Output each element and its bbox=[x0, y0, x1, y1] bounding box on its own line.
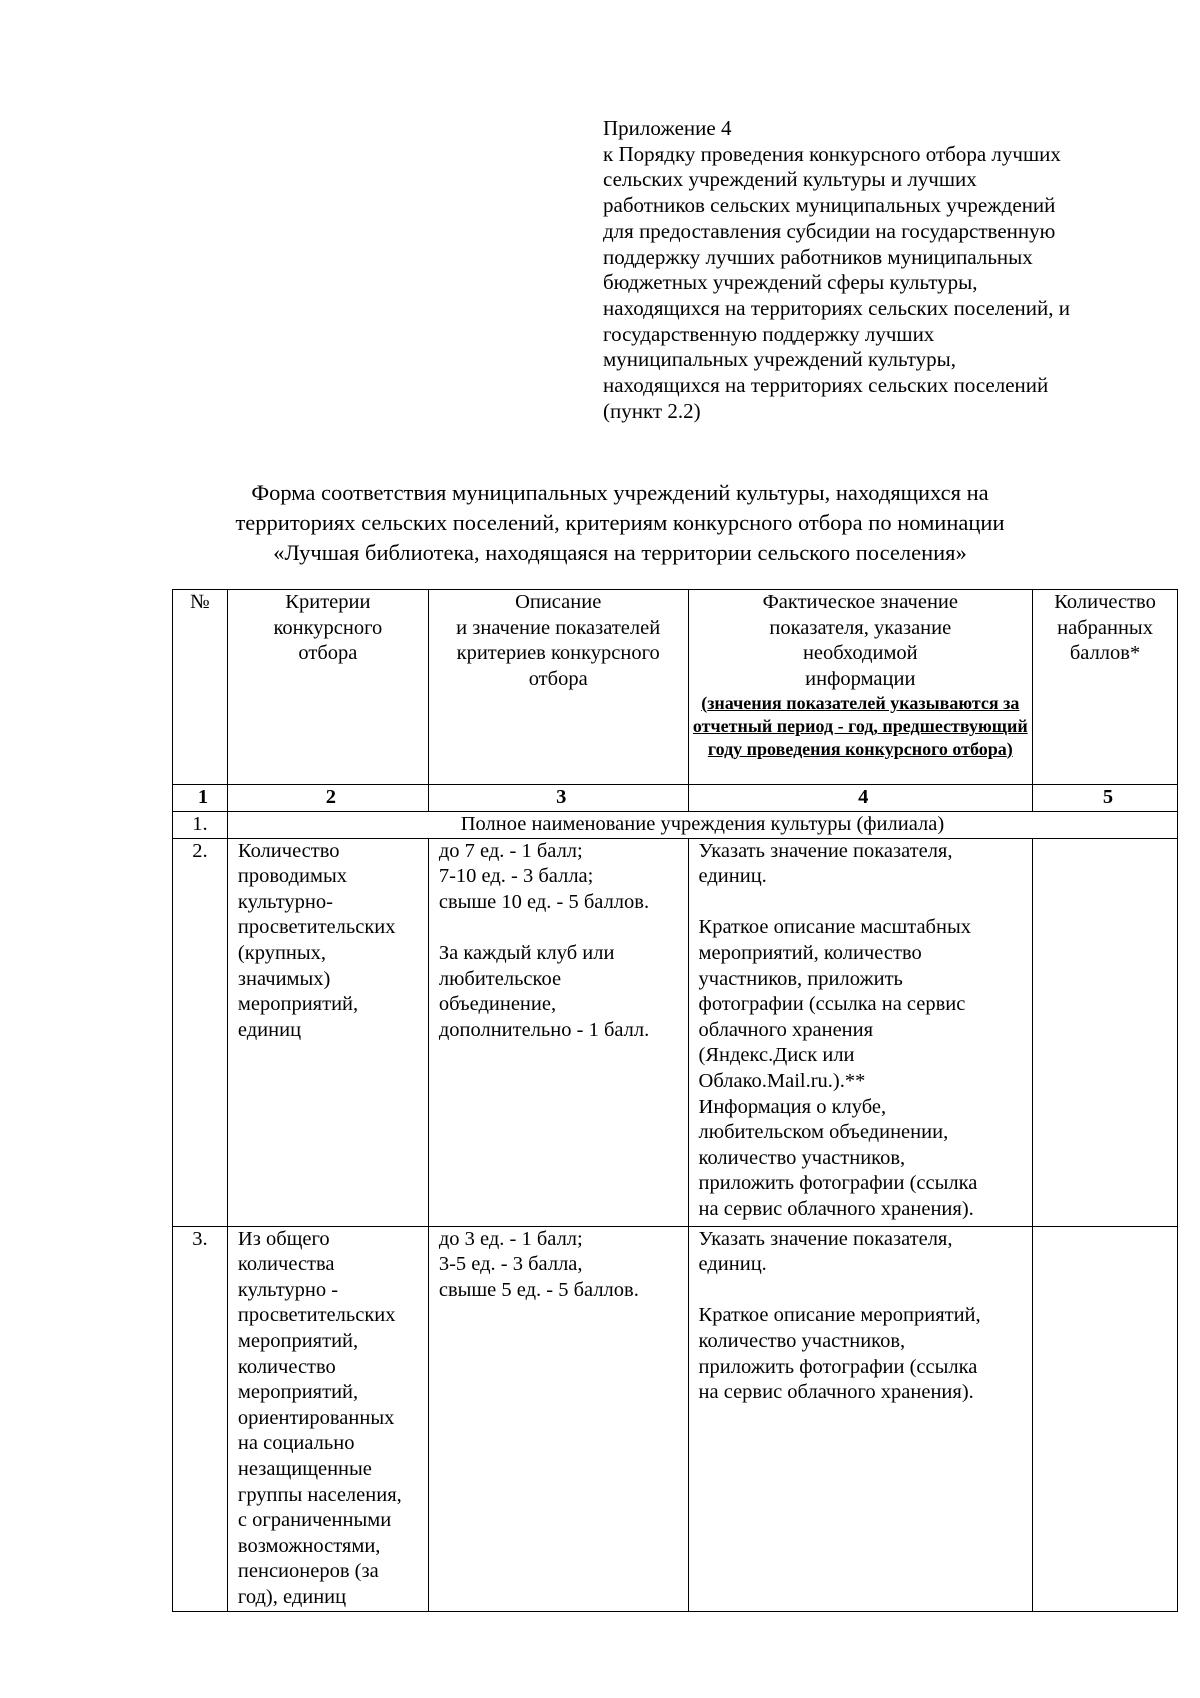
column-number: 5 bbox=[1033, 785, 1178, 812]
note-paren: ) bbox=[1006, 739, 1013, 760]
appendix-line: муниципальных учреждений культуры, bbox=[603, 347, 957, 372]
appendix-line: к Порядку проведения конкурсного отбора лучших bbox=[603, 141, 1061, 166]
appendix-line: сельских учреждений культуры и лучших bbox=[603, 167, 977, 192]
appendix-line: бюджетных учреждений сферы культуры, bbox=[603, 270, 978, 295]
row-num: 2. bbox=[173, 838, 228, 1226]
header-actual bbox=[688, 590, 1033, 785]
table-row bbox=[173, 838, 1178, 1226]
row-criteria: Количество проводимых культурно- просветительских (крупных, значимых) мероприятий, единиц bbox=[227, 838, 428, 1226]
row-description: до 3 ед. - 1 балл; 3-5 ед. - 3 балла, свыше 5 ед. - 5 баллов. bbox=[428, 1226, 688, 1611]
appendix-line: (пункт 2.2) bbox=[603, 398, 701, 423]
appendix-line: находящихся на территориях сельских поселений bbox=[603, 373, 1049, 398]
column-number: 3 bbox=[428, 785, 688, 812]
appendix-line: находящихся на территориях сельских поселений, и bbox=[603, 295, 1071, 320]
table-header-row bbox=[173, 590, 1178, 785]
row-num: 1. bbox=[173, 812, 228, 839]
note-paren: ( bbox=[701, 693, 708, 714]
header-description: Описание и значение показателей критериев конкурсного отбора bbox=[428, 590, 688, 785]
row-score[interactable] bbox=[1033, 1226, 1178, 1611]
header-actual-note bbox=[693, 692, 1029, 761]
column-number: 1 bbox=[173, 785, 228, 812]
appendix-line: государственную поддержку лучших bbox=[603, 321, 935, 346]
appendix-reference bbox=[603, 116, 1163, 424]
row-actual: Указать значение показателя, единиц. Краткое описание масштабных мероприятий, количество участников, приложить фотографии (ссылка на сервис облачного хранения (Яндекс.Диск или Облако.Mail.ru.).** Информация о клубе, любительском объединении, количество участников, приложить фотографии (ссылка на сервис облачного хранения). bbox=[688, 838, 1033, 1226]
table-row bbox=[173, 812, 1178, 839]
column-number: 2 bbox=[227, 785, 428, 812]
row-num: 3. bbox=[173, 1226, 228, 1611]
header-num: № bbox=[173, 590, 228, 785]
row-score[interactable] bbox=[1033, 838, 1178, 1226]
title-line: территориях сельских поселений, критериям конкурсного отбора по номинации bbox=[235, 510, 1005, 535]
appendix-line: для предоставления субсидии на государственную bbox=[603, 218, 1056, 243]
criteria-table bbox=[172, 589, 1178, 1612]
title-line: Форма соответствия муниципальных учреждений культуры, находящихся на bbox=[251, 480, 989, 505]
title-line: «Лучшая библиотека, находящаяся на территории сельского поселения» bbox=[273, 540, 967, 565]
appendix-line: поддержку лучших работников муниципальных bbox=[603, 244, 1033, 269]
header-criteria: Критерии конкурсного отбора bbox=[227, 590, 428, 785]
row-criteria: Из общего количества культурно - просветительских мероприятий, количество мероприятий, ориентированных на социально незащищенные группы населения, с ограниченными возможностями, пенсионеров (за год), единиц bbox=[227, 1226, 428, 1611]
column-number: 4 bbox=[688, 785, 1033, 812]
row-actual: Указать значение показателя, единиц. Краткое описание мероприятий, количество участников, приложить фотографии (ссылка на сервис облачного хранения). bbox=[688, 1226, 1033, 1611]
appendix-line: работников сельских муниципальных учреждений bbox=[603, 193, 1056, 218]
row-description: до 7 ед. - 1 балл; 7-10 ед. - 3 балла; свыше 10 ед. - 5 баллов. За каждый клуб или любительское объединение, дополнительно - 1 балл. bbox=[428, 838, 688, 1226]
form-title bbox=[160, 478, 1080, 568]
row-merged-text: Полное наименование учреждения культуры (филиала) bbox=[227, 812, 1177, 839]
table-row bbox=[173, 1226, 1178, 1611]
appendix-line: Приложение 4 bbox=[603, 116, 732, 140]
note-text: значения показателей указываются за отчетный период - год, предшествующий году проведения конкурсного отбора bbox=[692, 693, 1028, 760]
header-actual-text: Фактическое значение показателя, указание необходимой информации bbox=[762, 591, 958, 690]
column-number-row bbox=[173, 785, 1178, 812]
header-score: Количество набранных баллов* bbox=[1033, 590, 1178, 785]
